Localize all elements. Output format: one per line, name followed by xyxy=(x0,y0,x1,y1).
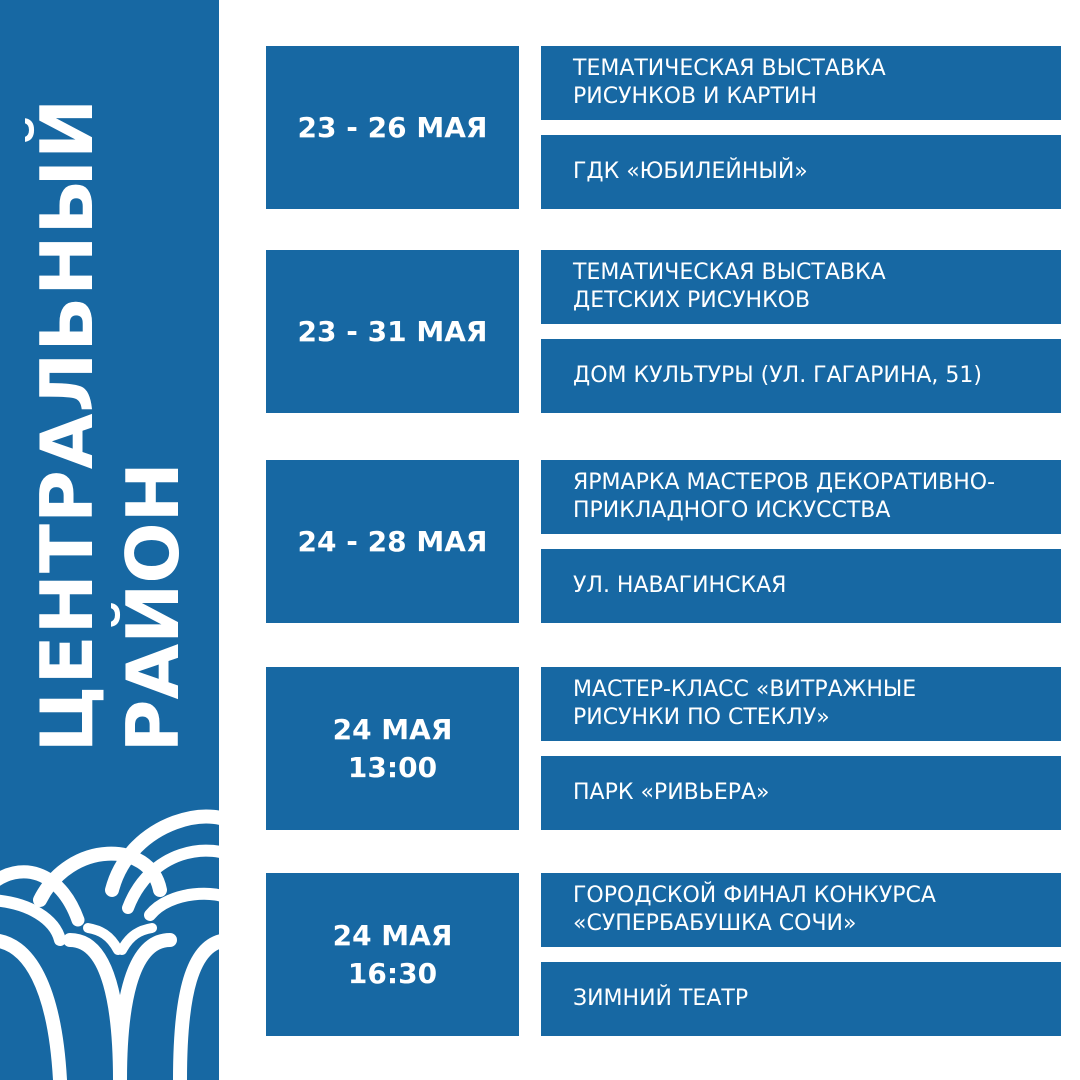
event-date: 24 МАЯ 16:30 xyxy=(266,873,519,1036)
event-title: ГОРОДСКОЙ ФИНАЛ КОНКУРСА «СУПЕРБАБУШКА СОЧИ» xyxy=(541,873,1061,947)
event-place: УЛ. НАВАГИНСКАЯ xyxy=(541,549,1061,623)
event-date: 23 - 31 МАЯ xyxy=(266,250,519,413)
district-title xyxy=(24,98,196,753)
event-date: 23 - 26 МАЯ xyxy=(266,46,519,209)
event-title: ЯРМАРКА МАСТЕРОВ ДЕКОРАТИВНО- ПРИКЛАДНОГО ИСКУССТВА xyxy=(541,460,1061,534)
district-title-line1: ЦЕНТРАЛЬНЫЙ xyxy=(25,97,109,753)
event-date: 24 - 28 МАЯ xyxy=(266,460,519,623)
event-place: ПАРК «РИВЬЕРА» xyxy=(541,756,1061,830)
event-place: ГДК «ЮБИЛЕЙНЫЙ» xyxy=(541,135,1061,209)
sidebar xyxy=(0,0,219,1080)
arches-logo-icon xyxy=(0,790,219,1080)
event-place: ЗИМНИЙ ТЕАТР xyxy=(541,962,1061,1036)
event-place: ДОМ КУЛЬТУРЫ (УЛ. ГАГАРИНА, 51) xyxy=(541,339,1061,413)
event-date: 24 МАЯ 13:00 xyxy=(266,667,519,830)
event-title: ТЕМАТИЧЕСКАЯ ВЫСТАВКА ДЕТСКИХ РИСУНКОВ xyxy=(541,250,1061,324)
event-row xyxy=(266,873,1061,1036)
event-row xyxy=(266,46,1061,209)
event-row xyxy=(266,667,1061,830)
event-title: ТЕМАТИЧЕСКАЯ ВЫСТАВКА РИСУНКОВ И КАРТИН xyxy=(541,46,1061,120)
event-row xyxy=(266,460,1061,623)
event-row xyxy=(266,250,1061,413)
event-title: МАСТЕР-КЛАСС «ВИТРАЖНЫЕ РИСУНКИ ПО СТЕКЛУ» xyxy=(541,667,1061,741)
district-title-line2: РАЙОН xyxy=(111,462,195,753)
